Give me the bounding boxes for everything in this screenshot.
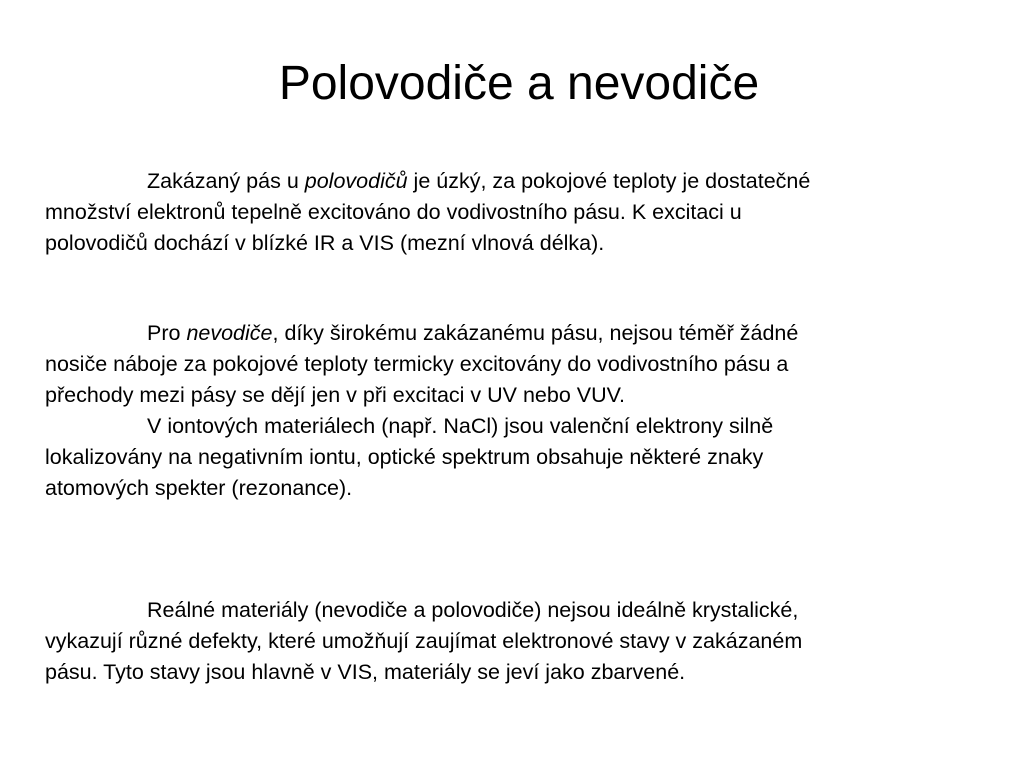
paragraph-line: V iontových materiálech (např. NaCl) jsou valenční elektrony silně	[147, 414, 774, 438]
paragraph-line: přechody mezi pásy se dějí jen v při excitaci v UV nebo VUV.	[45, 383, 625, 407]
paragraph-line: pásu. Tyto stavy jsou hlavně v VIS, materiály se jeví jako zbarvené.	[45, 660, 686, 684]
paragraph-line: množství elektronů tepelně excitováno do vodivostního pásu. K excitaci u	[45, 200, 742, 224]
text-run: je úzký, za pokojové teploty je dostatečné	[407, 169, 811, 193]
emphasized-term: nevodiče	[186, 321, 273, 345]
emphasized-term: polovodičů	[304, 169, 408, 193]
paragraph-semiconductors	[45, 166, 980, 259]
paragraph-real-materials	[45, 595, 980, 688]
text-run: Zakázaný pás u	[147, 169, 305, 193]
paragraph-insulators	[45, 318, 980, 504]
text-run: Pro	[147, 321, 187, 345]
paragraph-line: polovodičů dochází v blízké IR a VIS (mezní vlnová délka).	[45, 231, 605, 255]
paragraph-line	[45, 166, 980, 197]
paragraph-line: vykazují různé defekty, které umožňují zaujímat elektronové stavy v zakázaném	[45, 629, 803, 653]
text-run: , díky širokému zakázanému pásu, nejsou téměř žádné	[272, 321, 799, 345]
paragraph-line	[45, 318, 980, 349]
paragraph-line: lokalizovány na negativním iontu, optické spektrum obsahuje některé znaky	[45, 445, 764, 469]
paragraph-line: atomových spekter (rezonance).	[45, 476, 353, 500]
paragraph-line: Reálné materiály (nevodiče a polovodiče) nejsou ideálně krystalické,	[147, 598, 799, 622]
paragraph-line: nosiče náboje za pokojové teploty termicky excitovány do vodivostního pásu a	[45, 352, 789, 376]
slide-title: Polovodiče a nevodiče	[278, 57, 760, 110]
